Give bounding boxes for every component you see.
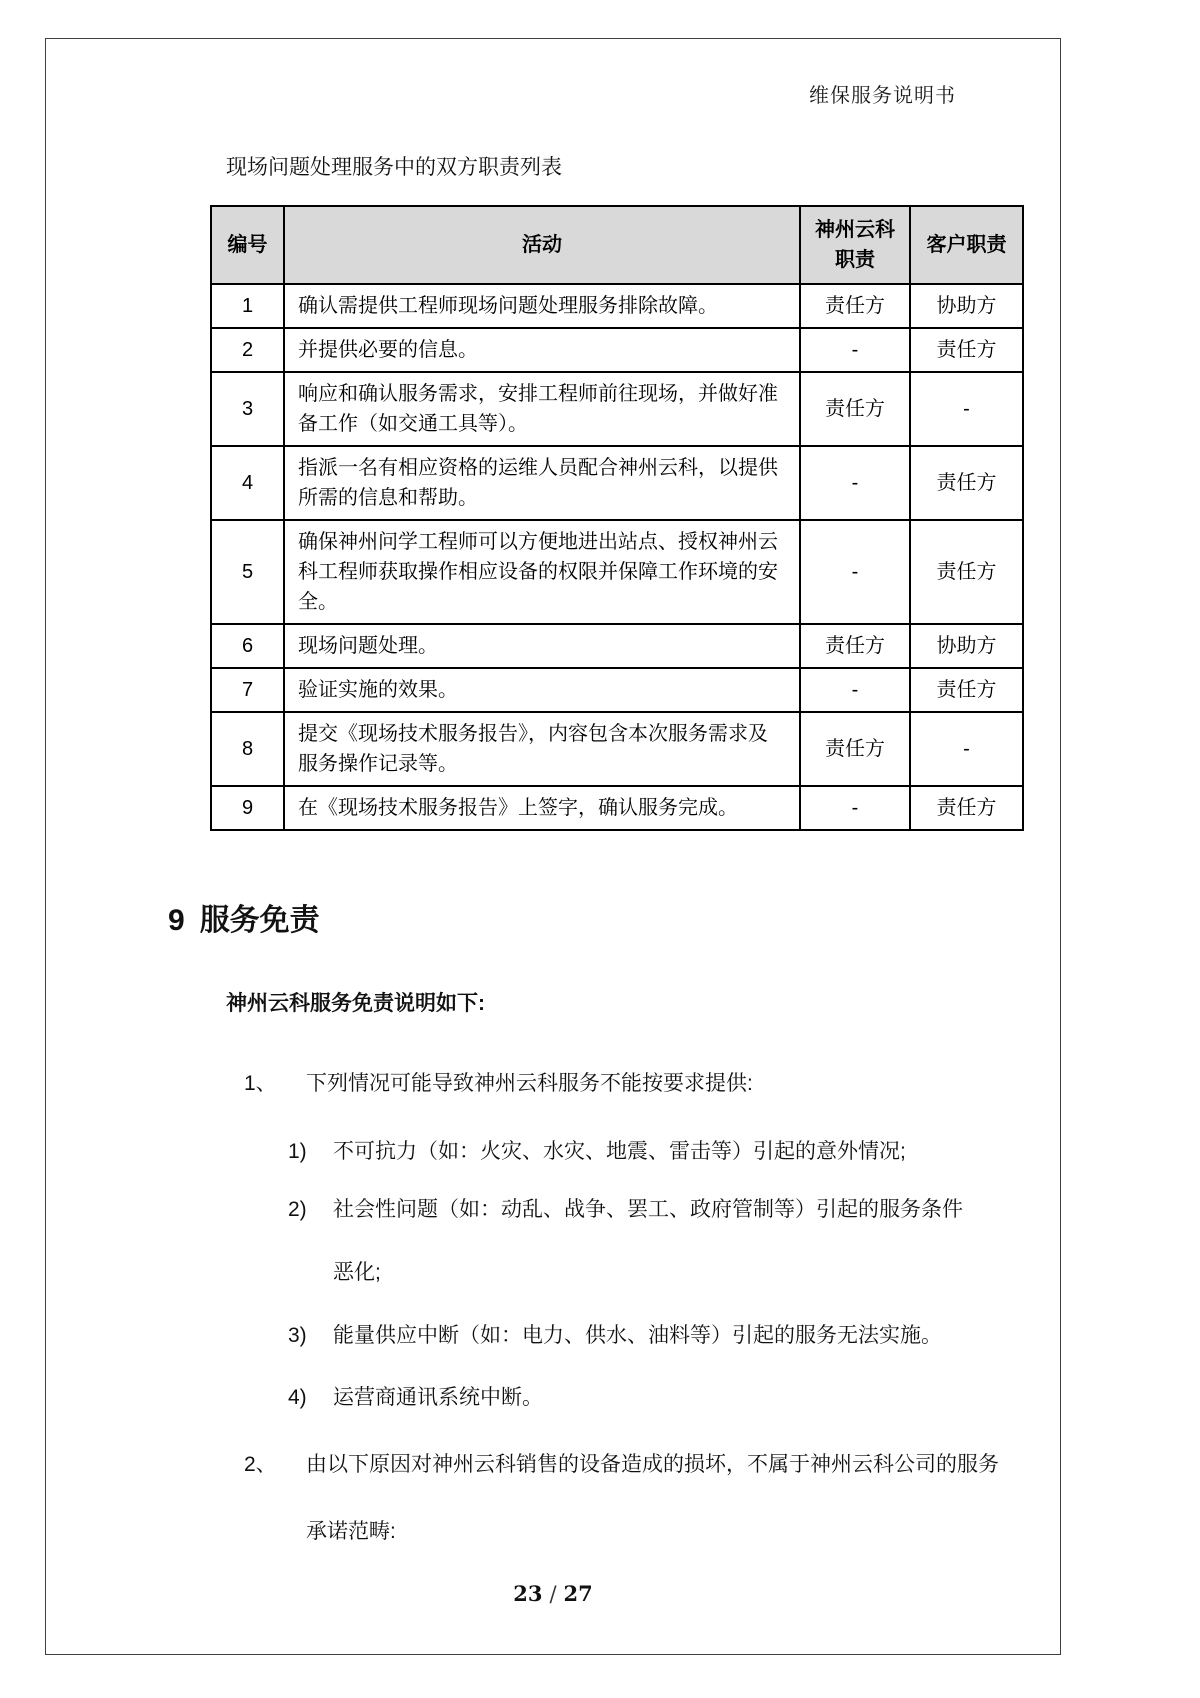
list-marker: 2) (288, 1198, 307, 1221)
table-caption: 现场问题处理服务中的双方职责列表 (226, 156, 562, 179)
list-subitem-3 (288, 1319, 942, 1349)
row-activity: 提交《现场技术服务报告》，内容包含本次服务需求及服务操作记录等。 (284, 712, 800, 786)
row-vendor-role: 责任方 (800, 624, 910, 668)
row-vendor-role: - (800, 520, 910, 624)
list-subitem-2-continuation (333, 1256, 381, 1286)
table-row (211, 328, 1023, 372)
column-header-customer: 客户职责 (910, 206, 1023, 284)
list-subitem-2 (288, 1193, 963, 1223)
row-activity: 并提供必要的信息。 (284, 328, 800, 372)
current-page-number: 23 (513, 1581, 543, 1606)
row-customer-role: 责任方 (910, 520, 1023, 624)
list-text: 下列情况可能导致神州云科服务不能按要求提供: (306, 1072, 753, 1095)
disclaimer-intro: 神州云科服务免责说明如下: (226, 992, 485, 1015)
row-activity: 验证实施的效果。 (284, 668, 800, 712)
row-number: 7 (211, 668, 284, 712)
table-row (211, 520, 1023, 624)
total-page-count: 27 (563, 1581, 593, 1606)
responsibility-table (210, 205, 1024, 831)
list-text: 不可抗力（如：火灾、水灾、地震、雷击等）引起的意外情况; (333, 1140, 906, 1163)
row-number: 6 (211, 624, 284, 668)
row-vendor-role: - (800, 668, 910, 712)
row-customer-role: - (910, 372, 1023, 446)
row-number: 3 (211, 372, 284, 446)
row-vendor-role: - (800, 446, 910, 520)
row-customer-role: 责任方 (910, 668, 1023, 712)
row-customer-role: 责任方 (910, 786, 1023, 830)
document-header: 维保服务说明书 (809, 83, 956, 107)
page-separator: / (549, 1582, 557, 1606)
list-text: 运营商通讯系统中断。 (333, 1386, 543, 1409)
list-item-2-continuation (306, 1515, 396, 1545)
section-title: 服务免责 (199, 904, 320, 937)
row-activity: 确认需提供工程师现场问题处理服务排除故障。 (284, 284, 800, 328)
table-row (211, 446, 1023, 520)
column-header-activity: 活动 (284, 206, 800, 284)
list-text: 能量供应中断（如：电力、供水、油料等）引起的服务无法实施。 (333, 1324, 942, 1347)
table-row (211, 372, 1023, 446)
table-row (211, 786, 1023, 830)
column-header-vendor: 神州云科职责 (800, 206, 910, 284)
row-number: 1 (211, 284, 284, 328)
list-item-2 (244, 1448, 999, 1478)
row-vendor-role: - (800, 328, 910, 372)
row-activity: 确保神州问学工程师可以方便地进出站点、授权神州云科工程师获取操作相应设备的权限并保障工作环境的安全。 (284, 520, 800, 624)
list-text: 社会性问题（如：动乱、战争、罢工、政府管制等）引起的服务条件 (333, 1198, 963, 1221)
column-header-no: 编号 (211, 206, 284, 284)
section-number: 9 (168, 904, 185, 937)
page-footer (46, 1581, 1060, 1606)
list-marker: 2、 (244, 1453, 277, 1476)
list-subitem-4 (288, 1381, 543, 1411)
section-heading (168, 895, 320, 939)
row-vendor-role: 责任方 (800, 284, 910, 328)
row-customer-role: 责任方 (910, 446, 1023, 520)
row-number: 9 (211, 786, 284, 830)
row-activity: 现场问题处理。 (284, 624, 800, 668)
list-marker: 1、 (244, 1072, 277, 1095)
row-number: 2 (211, 328, 284, 372)
table-row (211, 668, 1023, 712)
page-border (45, 38, 1061, 1655)
table-row (211, 284, 1023, 328)
row-vendor-role: 责任方 (800, 372, 910, 446)
row-customer-role: 协助方 (910, 624, 1023, 668)
table-header-row (211, 206, 1023, 284)
list-text: 承诺范畴: (306, 1520, 396, 1543)
list-item-1 (244, 1067, 753, 1097)
row-number: 8 (211, 712, 284, 786)
row-number: 5 (211, 520, 284, 624)
list-marker: 3) (288, 1324, 307, 1347)
list-marker: 4) (288, 1386, 307, 1409)
list-subitem-1 (288, 1135, 906, 1165)
row-customer-role: 责任方 (910, 328, 1023, 372)
row-activity: 指派一名有相应资格的运维人员配合神州云科，以提供所需的信息和帮助。 (284, 446, 800, 520)
row-customer-role: - (910, 712, 1023, 786)
list-text: 由以下原因对神州云科销售的设备造成的损坏，不属于神州云科公司的服务 (306, 1453, 999, 1476)
table-row (211, 712, 1023, 786)
list-marker: 1) (288, 1140, 307, 1163)
row-activity: 响应和确认服务需求，安排工程师前往现场，并做好准备工作（如交通工具等）。 (284, 372, 800, 446)
row-vendor-role: 责任方 (800, 712, 910, 786)
table-row (211, 624, 1023, 668)
row-activity: 在《现场技术服务报告》上签字，确认服务完成。 (284, 786, 800, 830)
row-number: 4 (211, 446, 284, 520)
list-text: 恶化; (333, 1261, 381, 1284)
row-vendor-role: - (800, 786, 910, 830)
row-customer-role: 协助方 (910, 284, 1023, 328)
